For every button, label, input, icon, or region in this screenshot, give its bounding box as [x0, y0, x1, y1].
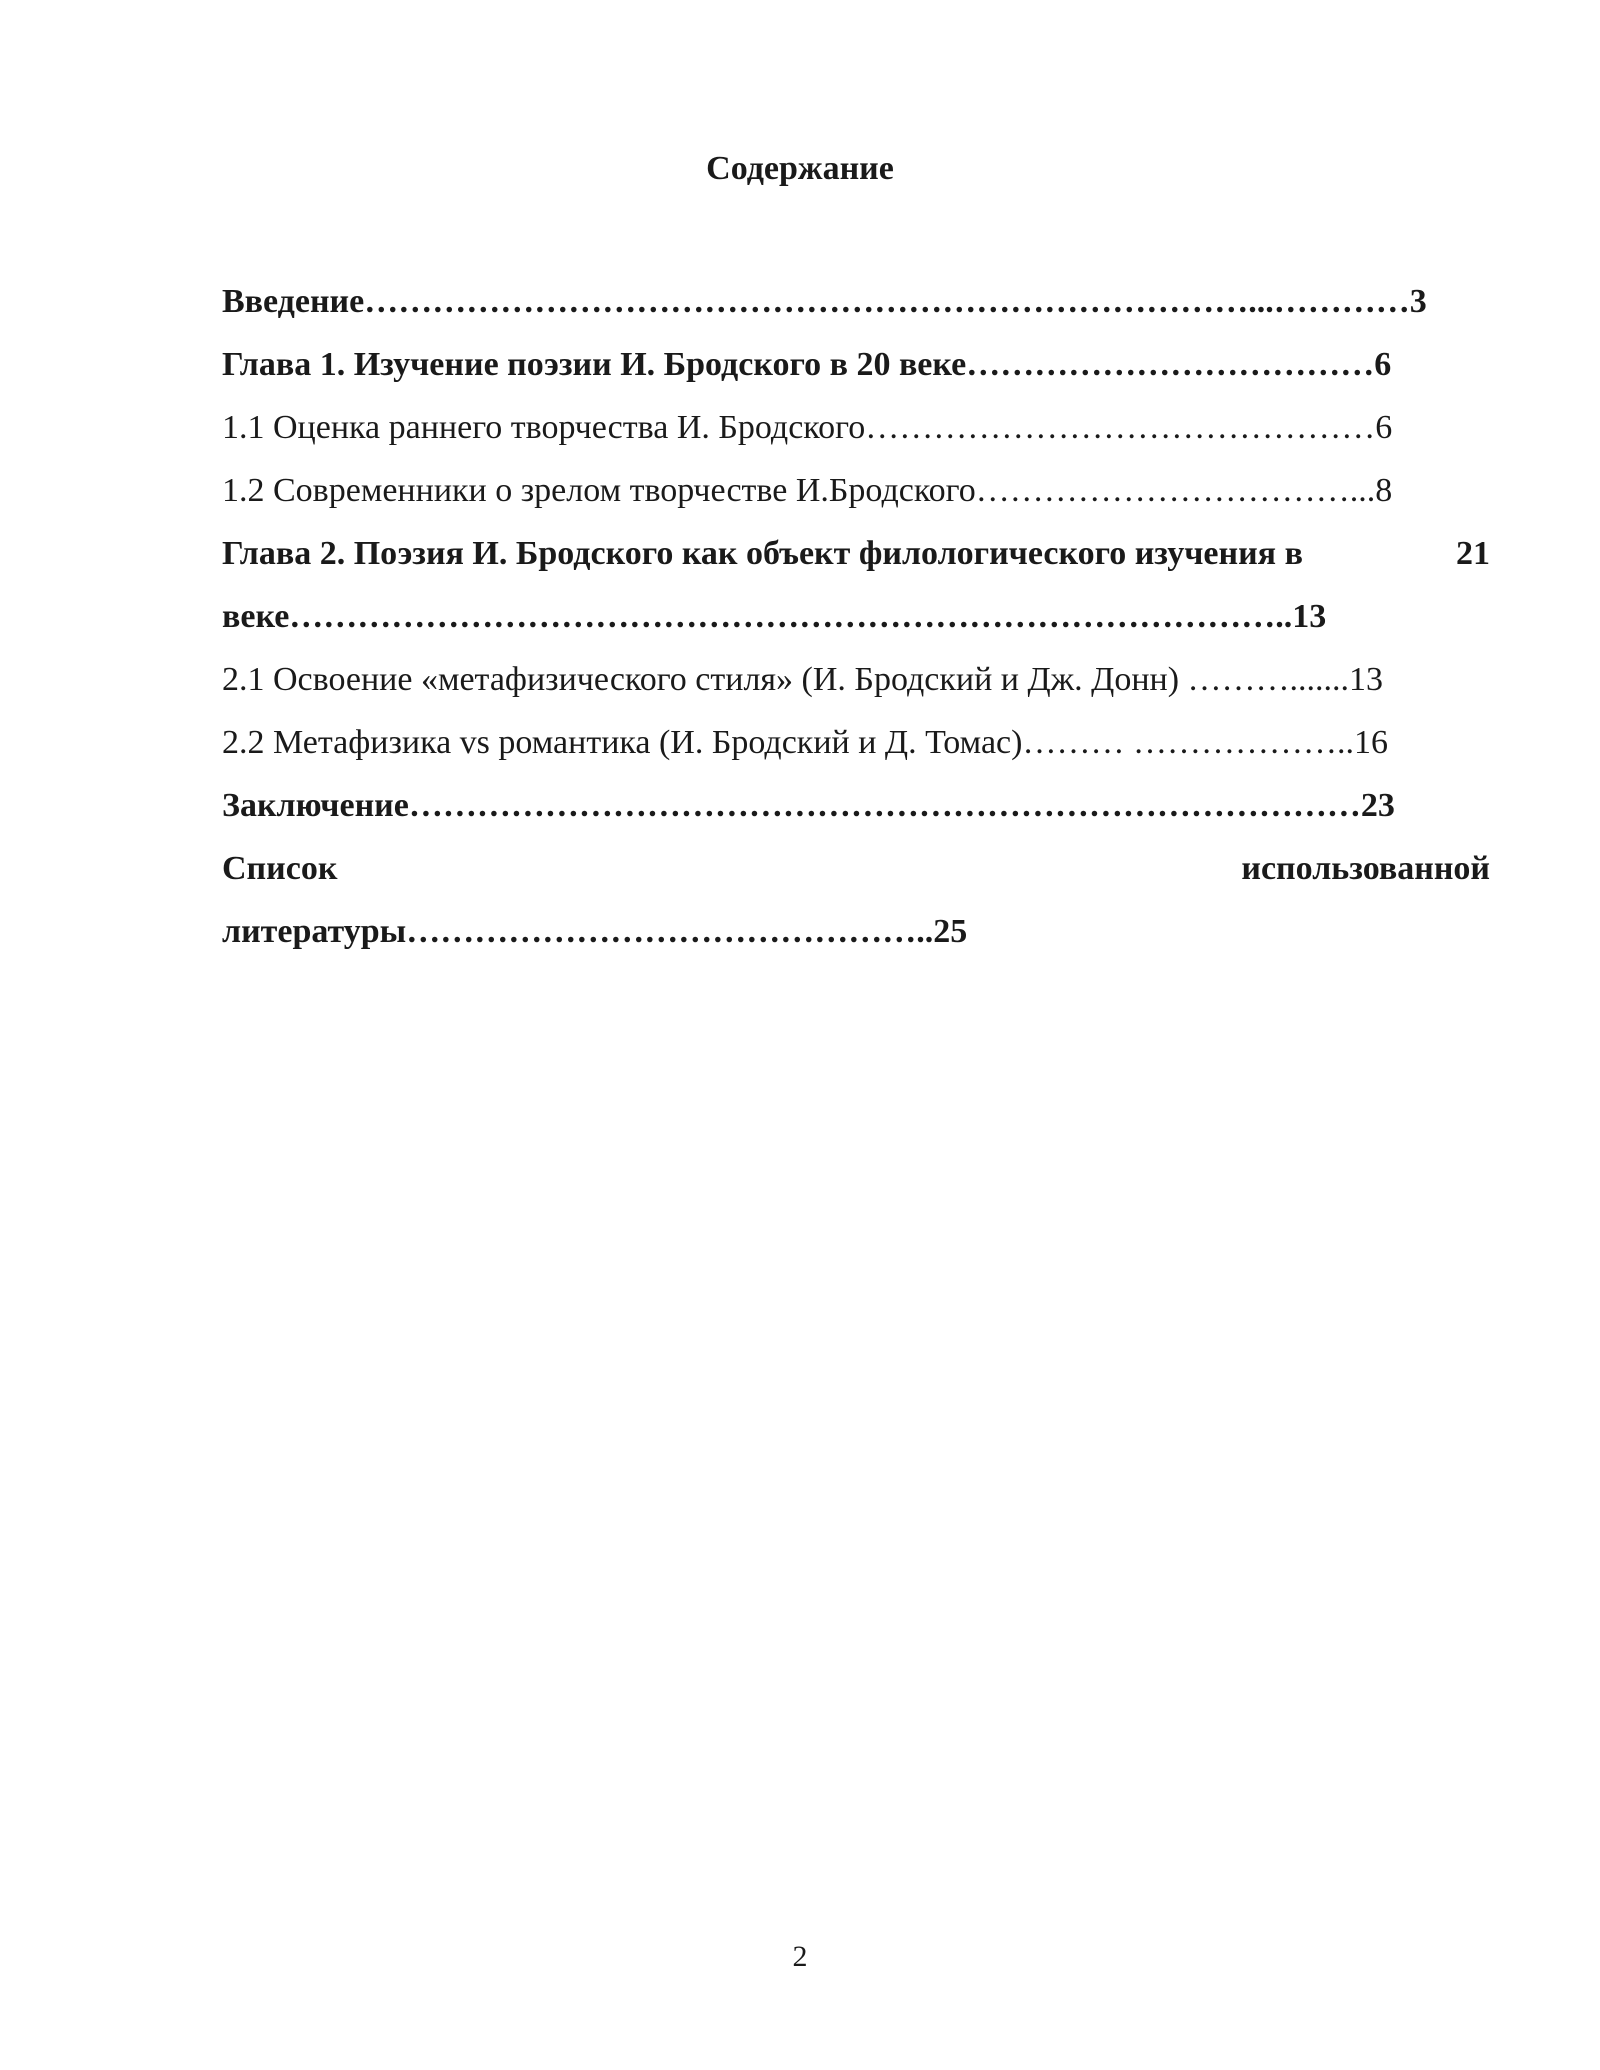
toc-entry-text: Глава 1. Изучение поэзии И. Бродского в 20 веке………………………………6 — [222, 346, 1392, 383]
toc-entry-text: 1.2 Современники о зрелом творчестве И.Бродского……………………………...8 — [222, 472, 1393, 509]
toc-entry-page-number: 21 — [1456, 535, 1490, 572]
toc-entry-text: Заключение…………………………………………………………………………23 — [222, 787, 1395, 824]
toc-entry-chapter-1 — [222, 333, 1490, 396]
table-of-contents — [222, 270, 1490, 963]
toc-entry-text: литературы………………………………………..25 — [222, 913, 968, 950]
toc-entry-section-1-1 — [222, 396, 1490, 459]
toc-entry-chapter-2-continued — [222, 585, 1490, 648]
toc-entry-chapter-2 — [222, 522, 1490, 585]
toc-entry-bibliography-continued — [222, 900, 1490, 963]
toc-entry-text: Глава 2. Поэзия И. Бродского как объект филологического изучения в — [222, 535, 1303, 572]
toc-entry-text: Введение……………………………………………………………………...…………3 — [222, 283, 1427, 320]
toc-entry-conclusion — [222, 774, 1490, 837]
page-title: Содержание — [706, 150, 894, 187]
toc-entry-intro — [222, 270, 1490, 333]
toc-entry-text-word-2: использованной — [1241, 850, 1490, 887]
toc-entry-text: 1.1 Оценка раннего творчества И. Бродского………………………………………6 — [222, 409, 1393, 446]
page-number: 2 — [792, 1940, 808, 1973]
toc-entry-text: 2.2 Метафизика vs романтика (И. Бродский и Д. Томас)……… ………………..16 — [222, 724, 1388, 761]
toc-entry-bibliography — [222, 837, 1490, 900]
toc-entry-text: веке……………………………………………………………………………..13 — [222, 598, 1327, 635]
toc-entry-text-word-1: Список — [222, 850, 338, 887]
toc-entry-section-1-2 — [222, 459, 1490, 522]
toc-entry-section-2-2 — [222, 711, 1490, 774]
toc-entry-section-2-1 — [222, 648, 1490, 711]
toc-entry-text: 2.1 Освоение «метафизического стиля» (И. Бродский и Дж. Донн) ……….......13 — [222, 661, 1384, 698]
